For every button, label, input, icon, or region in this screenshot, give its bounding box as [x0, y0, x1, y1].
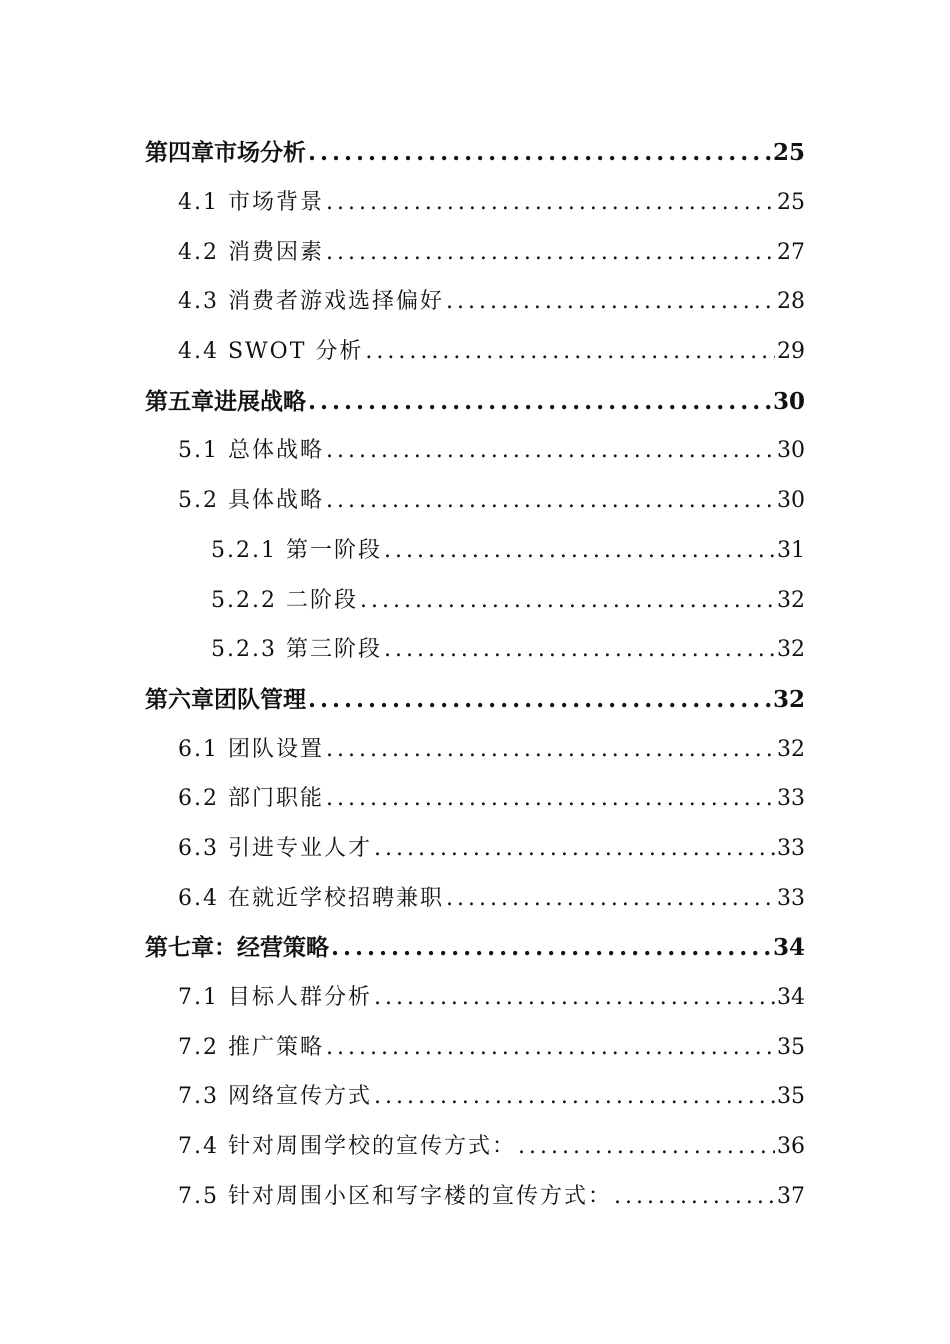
toc-page-number: 32: [777, 637, 805, 663]
toc-entry-line: [178, 235, 805, 266]
toc-dot-leader: [326, 438, 775, 463]
toc-dot-leader: [374, 836, 775, 861]
toc-chapter-entry[interactable]: [0, 673, 950, 723]
toc-dot-leader: [374, 1084, 775, 1109]
toc-dot-leader: [326, 488, 775, 513]
toc-page-number: 33: [777, 786, 805, 812]
toc-page-number: 32: [777, 736, 805, 762]
toc-dot-leader: [446, 886, 775, 911]
toc-section-entry[interactable]: [0, 176, 950, 226]
toc-entry-title: 7.5 针对周围小区和写字楼的宣传方式：: [178, 1183, 612, 1209]
toc-dot-leader: [365, 339, 775, 364]
toc-entry-title: 7.3 网络宣传方式: [178, 1084, 372, 1110]
toc-entry-line: [178, 1129, 805, 1160]
toc-dot-leader: [360, 588, 775, 613]
toc-page-number: 32: [777, 587, 805, 613]
toc-page-number: 34: [772, 934, 805, 962]
toc-dot-leader: [308, 686, 771, 713]
toc-subsection-entry[interactable]: [0, 623, 950, 673]
toc-entry-line: [178, 1030, 805, 1061]
toc-section-entry[interactable]: [0, 822, 950, 872]
toc-page-number: 25: [772, 139, 805, 167]
toc-entry-title: 7.4 针对周围学校的宣传方式：: [178, 1134, 516, 1160]
toc-page-number: 30: [777, 438, 805, 464]
toc-dot-leader: [326, 190, 775, 215]
toc-page-number: 34: [777, 985, 805, 1011]
toc-entry-title: 4.4 SWOT 分析: [178, 339, 364, 365]
toc-entry-title: 第六章团队管理: [145, 685, 306, 713]
toc-page-number: 33: [777, 885, 805, 911]
toc-page-number: 29: [777, 339, 805, 365]
toc-entry-line: [211, 632, 805, 663]
toc-dot-leader: [326, 737, 775, 762]
toc-entry-line: [178, 284, 805, 315]
toc-entry-line: [211, 583, 805, 614]
toc-entry-title: 5.2.3 第三阶段: [211, 637, 382, 663]
toc-entry-title: 5.2 具体战略: [178, 488, 324, 514]
toc-dot-leader: [518, 1134, 775, 1159]
toc-section-entry[interactable]: [0, 424, 950, 474]
toc-section-entry[interactable]: [0, 1169, 950, 1219]
toc-subsection-entry[interactable]: [0, 573, 950, 623]
toc-dot-leader: [326, 240, 775, 265]
toc-entry-line: [178, 980, 805, 1011]
toc-entry-title: 6.3 引进专业人才: [178, 835, 372, 861]
toc-section-entry[interactable]: [0, 1020, 950, 1070]
toc-dot-leader: [331, 934, 771, 961]
toc-page-number: 35: [777, 1084, 805, 1110]
toc-section-entry[interactable]: [0, 722, 950, 772]
toc-entry-line: [178, 334, 805, 365]
toc-entry-title: 4.2 消费因素: [178, 239, 324, 265]
toc-section-entry[interactable]: [0, 474, 950, 524]
toc-dot-leader: [384, 538, 775, 563]
toc-chapter-entry[interactable]: [0, 126, 950, 176]
toc-entry-title: 第五章进展战略: [145, 387, 306, 415]
toc-entry-title: 第四章市场分析: [145, 139, 306, 167]
toc-entry-title: 4.1 市场背景: [178, 190, 324, 216]
toc-dot-leader: [614, 1184, 775, 1209]
toc-entry-line: [145, 681, 805, 714]
toc-chapter-entry[interactable]: [0, 374, 950, 424]
toc-entry-title: 6.4 在就近学校招聘兼职: [178, 885, 444, 911]
toc-section-entry[interactable]: [0, 225, 950, 275]
toc-entry-line: [178, 185, 805, 216]
toc-section-entry[interactable]: [0, 871, 950, 921]
toc-dot-leader: [326, 1035, 775, 1060]
toc-page-number: 27: [777, 239, 805, 265]
toc-entry-line: [178, 1179, 805, 1210]
toc-dot-leader: [374, 985, 775, 1010]
toc-page-number: 33: [777, 835, 805, 861]
toc-entry-line: [178, 483, 805, 514]
toc-entry-title: 7.2 推广策略: [178, 1034, 324, 1060]
toc-page-number: 30: [772, 387, 805, 415]
toc-entry-line: [178, 881, 805, 912]
toc-entry-title: 6.1 团队设置: [178, 736, 324, 762]
toc-entry-line: [178, 1079, 805, 1110]
toc-section-entry[interactable]: [0, 1070, 950, 1120]
toc-page-number: 37: [777, 1183, 805, 1209]
toc-page-number: 31: [777, 537, 805, 563]
toc-page-number: 28: [777, 289, 805, 315]
toc-chapter-entry[interactable]: [0, 921, 950, 971]
toc-page-number: 30: [777, 488, 805, 514]
table-of-contents: [0, 126, 950, 1219]
toc-dot-leader: [384, 637, 775, 662]
toc-dot-leader: [326, 786, 775, 811]
toc-entry-line: [178, 732, 805, 763]
toc-section-entry[interactable]: [0, 325, 950, 375]
toc-page-number: 32: [772, 685, 805, 713]
toc-dot-leader: [308, 388, 771, 415]
toc-entry-title: 4.3 消费者游戏选择偏好: [178, 289, 444, 315]
toc-entry-line: [178, 433, 805, 464]
toc-section-entry[interactable]: [0, 772, 950, 822]
toc-subsection-entry[interactable]: [0, 524, 950, 574]
toc-entry-title: 5.2.2 二阶段: [211, 587, 358, 613]
toc-entry-line: [145, 383, 805, 416]
toc-page-number: 25: [777, 190, 805, 216]
toc-entry-title: 7.1 目标人群分析: [178, 985, 372, 1011]
toc-entry-line: [178, 831, 805, 862]
toc-section-entry[interactable]: [0, 971, 950, 1021]
toc-entry-title: 5.1 总体战略: [178, 438, 324, 464]
toc-dot-leader: [446, 289, 775, 314]
toc-page-number: 36: [777, 1134, 805, 1160]
toc-section-entry[interactable]: [0, 1120, 950, 1170]
toc-entry-line: [145, 929, 805, 962]
toc-entry-line: [178, 781, 805, 812]
toc-entry-title: 5.2.1 第一阶段: [211, 537, 382, 563]
toc-page-number: 35: [777, 1034, 805, 1060]
toc-section-entry[interactable]: [0, 275, 950, 325]
toc-entry-line: [211, 533, 805, 564]
toc-entry-line: [145, 134, 805, 167]
toc-dot-leader: [308, 139, 771, 166]
toc-entry-title: 第七章：经营策略: [145, 934, 329, 962]
toc-entry-title: 6.2 部门职能: [178, 786, 324, 812]
